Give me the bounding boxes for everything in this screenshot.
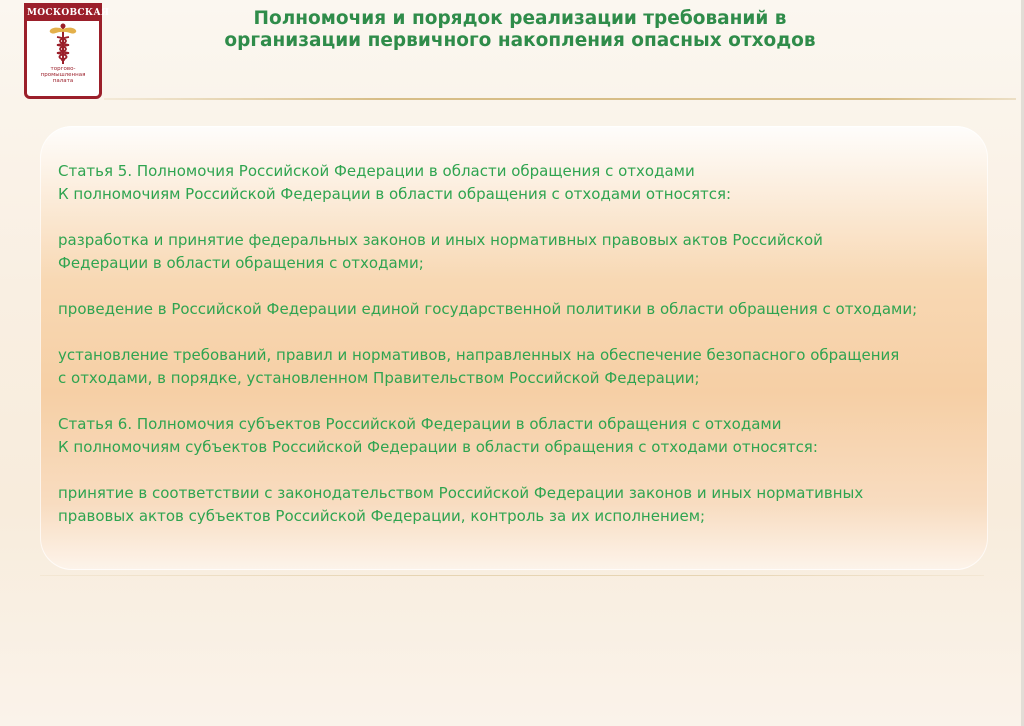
chamber-logo [24, 3, 110, 99]
text-line: Статья 6. Полномочия субъектов Российской Федерации в области обращения с отходами [58, 415, 782, 433]
text-line: Статья 5. Полномочия Российской Федерации в области обращения с отходами [58, 162, 695, 180]
text-line: правовых актов субъектов Российской Федерации, контроль за их исполнением; [58, 507, 706, 525]
text-line: Федерации в области обращения с отходами; [58, 254, 424, 272]
page-title: Полномочия и порядок реализации требований в организации первичного накопления опасных отходов [224, 8, 816, 51]
article-6-heading [58, 413, 978, 459]
footer-divider [40, 575, 984, 576]
logo-bottom-text: торгово- промышленная палата [40, 66, 86, 84]
list-item [58, 482, 978, 528]
text-line: проведение в Российской Федерации единой государственной политики в области обращения с отходами; [58, 300, 918, 318]
header-divider [104, 98, 1016, 100]
article-5-heading [58, 160, 978, 206]
text-line: с отходами, в порядке, установленном Правительством Российской Федерации; [58, 369, 700, 387]
text-line: установление требований, правил и нормативов, направленных на обеспечение безопасного обращения [58, 346, 900, 364]
text-line: разработка и принятие федеральных законов и иных нормативных правовых актов Российской [58, 231, 823, 249]
list-item [58, 229, 978, 275]
list-item [58, 298, 978, 321]
list-item [58, 344, 978, 390]
text-line: принятие в соответствии с законодательством Российской Федерации законов и иных нормативных [58, 484, 864, 502]
caduceus-icon [43, 23, 83, 65]
text-line: К полномочиям субъектов Российской Федерации в области обращения с отходами относятся: [58, 438, 818, 456]
content-text [58, 160, 978, 551]
logo-top-text: МОСКОВСКАЯ [27, 6, 99, 21]
text-line: К полномочиям Российской Федерации в области обращения с отходами относятся: [58, 185, 732, 203]
